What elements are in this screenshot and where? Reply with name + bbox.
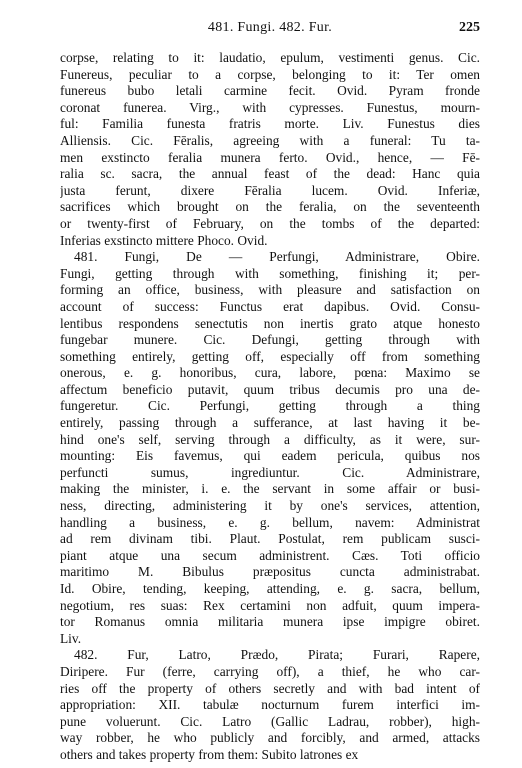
text-line: Liv. [60,630,82,646]
text-line: pune voluerunt. Cic. Latro (Gallic Ladrau, robber), high- [60,713,480,729]
text-line: ness, directing, administering it by one's services, attention, [60,498,480,514]
text-line: coronat funerea. Virg., with cypresses. Funestus, mourn- [60,99,480,115]
running-head: 481. Fungi. 482. Fur. [207,20,333,35]
body-text [60,50,480,764]
text-line: or twenty-first of February, on the tombs of the departed: [60,215,480,231]
text-line: perfuncti sumus, ingrediuntur. Cic. Administrare, [60,464,480,480]
text-line: appropriation: XII. tabulæ nocturnum furem interfici im- [60,697,480,713]
text-line: maritimo M. Bibulus præpositus cuncta administrabat. [60,564,480,580]
text-line: piant atque una secum administrent. Cæs. Toti officio [60,547,480,563]
text-line: others and takes property from them: Subito latrones ex [60,746,359,762]
text-line: ful: Familia funesta fratris morte. Liv. Funestus dies [60,116,480,132]
text-line: 482. Fur, Latro, Prædo, Pirata; Furari, Rapere, [74,647,480,663]
text-line: men exstincto feralia munera ferto. Ovid., hence, — Fē- [60,149,480,165]
text-line: tor Romanus omnia militaria munera ipse impigre obiret. [60,614,480,630]
text-line: fungebar munere. Cic. Defungi, getting through with [60,332,480,348]
text-line: way robber, he who publicly and forcibly, and armed, attacks [60,730,480,746]
text-line: forming an office, business, with pleasure and satisfaction on [60,282,480,298]
text-line: fungeretur. Cic. Perfungi, getting through a thing [60,398,480,414]
text-line: justa ferunt, dixere Fēralia lucem. Ovid. Inferiæ, [60,182,480,198]
text-line: something entirely, getting off, especially off from something [60,348,480,364]
text-line: affectum beneficio putavit, quum tribus decumis pro una de- [60,381,480,397]
text-line: ries off the property of others secretly and with bad intent of [60,680,480,696]
text-line: Fungi, getting through with something, finishing it; per- [60,265,480,281]
page-number: 225 [459,20,480,35]
text-line: making the minister, i. e. the servant in some affair or busi- [60,481,480,497]
text-line: 481. Fungi, De — Perfungi, Administrare, Obire. [74,249,480,265]
text-line: corpse, relating to it: laudatio, epulum, vestimenti genus. Cic. [60,50,480,65]
text-line: sacrifices which brought on the feralia, on the seventeenth [60,199,480,215]
text-line: mounting: Eis favemus, qui eadem pericula, quibus nos [60,448,480,464]
text-line: handling a business, e. g. bellum, navem: Administrat [60,514,480,530]
text-line: Alliensis. Cic. Fēralis, agreeing with a funeral: Tu ta- [60,132,480,148]
text-line: lentibus respondens senectutis non inertis grato atque honesto [60,315,480,331]
text-line: onerous, e. g. honoribus, cura, labore, pœna: Maximo se [60,365,480,381]
book-page [60,20,480,760]
text-line: ralia sc. sacra, the annual feast of the dead: Hanc quia [60,166,480,182]
text-line: Diripere. Fur (ferre, carrying off), a thief, he who car- [60,663,480,679]
text-line: account of success: Functus erat dapibus. Ovid. Consu- [60,298,480,314]
text-line: ad rem divinam tibi. Plaut. Postulat, rem publicam susci- [60,531,480,547]
text-line: funereus bubo letali carmine fecit. Ovid. Pyram fronde [60,83,480,99]
page-header [60,20,480,42]
text-line: Funereus, peculiar to a corpse, belonging to it: Ter omen [60,66,480,82]
text-line: Inferias exstincto mittere Phoco. Ovid. [60,232,268,248]
text-line: Id. Obire, tending, keeping, attending, e. g. sacra, bellum, [60,581,480,596]
text-line: negotium, res suas: Rex certamini non adfuit, quum impera- [60,597,480,613]
text-line: entirely, passing through a sufferance, at last having it be- [60,415,480,431]
text-line: hind one's self, serving through a difficulty, as it were, sur- [60,431,480,447]
